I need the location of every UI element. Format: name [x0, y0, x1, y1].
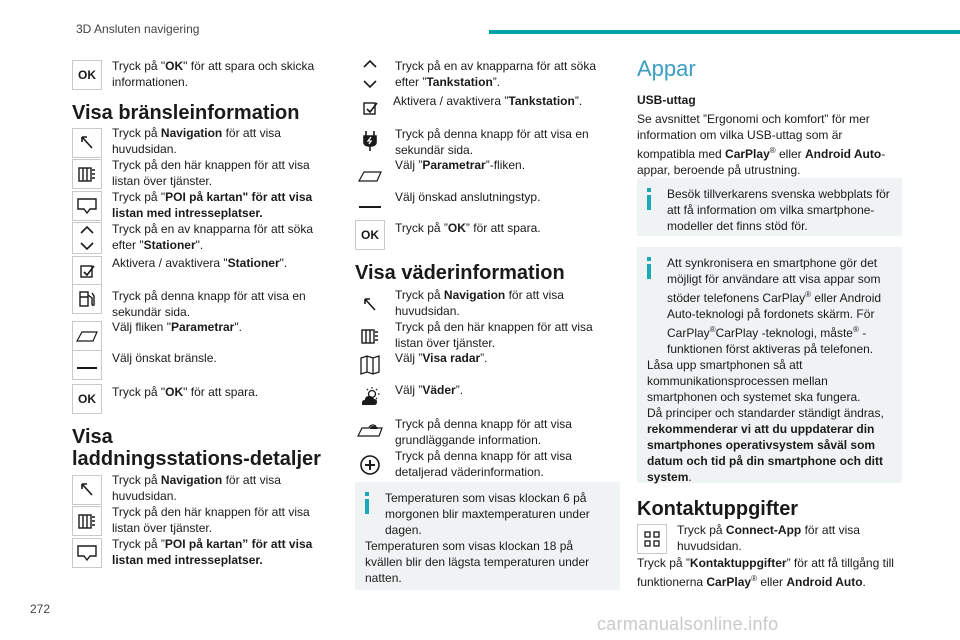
- navigation-arrow-icon: [355, 290, 385, 320]
- step-text: Tryck på denna knapp för att visa en sekundär sida.: [395, 127, 589, 157]
- ok-button-icon: OK: [355, 220, 385, 250]
- section-heading-charging-line1: Visa: [72, 426, 113, 448]
- step-text: Välj ”Parametrar”-fliken.: [395, 158, 526, 172]
- info-text-1: Temperaturen som visas klockan 6 på morgonen blir maxtemperaturen under dagen.: [385, 491, 590, 537]
- step-text: Tryck på ”OK” för att spara.: [395, 221, 541, 235]
- weather-tab-icon: [355, 416, 385, 446]
- up-down-arrows-icon: [355, 58, 385, 90]
- info-icon: [647, 257, 651, 279]
- section-heading-contact: Kontaktuppgifter: [637, 498, 799, 520]
- navigation-arrow-icon: [72, 475, 102, 505]
- usb-paragraph: Se avsnittet ”Ergonomi och komfort” för mer information om vilka USB-uttag som är kompatibla med CarPlay® eller Android Auto-appar, beroende på utrustning.: [637, 112, 886, 177]
- ok-button-icon: OK: [72, 384, 102, 414]
- fuel-pump-icon: [72, 284, 102, 314]
- checkbox-check-icon: [72, 256, 102, 286]
- section-heading-apps: Appar: [637, 56, 696, 81]
- step-text: Tryck på "OK" för att spara och skicka informationen.: [112, 59, 315, 89]
- step-text: Tryck på den här knappen för att visa listan över tjänster.: [112, 505, 310, 535]
- step-text: Välj önskad anslutningstyp.: [395, 190, 541, 204]
- step-text: Tryck på en av knapparna för att söka efter "Stationer".: [112, 222, 313, 252]
- ok-button-icon: OK: [72, 60, 102, 90]
- poi-map-icon: [72, 538, 102, 568]
- info-text-1: Att synkronisera en smartphone gör det möjligt för användare att visa appar som stöder telefonens CarPlay® eller Android Auto-teknologi på fordonets skärm. För CarPlay®CarPlay -teknologi, måste® -funktionen först aktiveras på telefonen.: [667, 256, 882, 356]
- connect-app-grid-icon: [637, 524, 667, 554]
- charging-plug-icon: [355, 126, 385, 156]
- step-text: Tryck på "OK" för att spara.: [112, 385, 259, 399]
- step-text: Tryck på Navigation för att visa huvudsidan.: [395, 288, 564, 318]
- watermark: carmanualsonline.info: [597, 614, 779, 634]
- step-text: Tryck på ”POI på kartan” för att visa listan med intresseplatser.: [112, 537, 313, 567]
- map-radar-icon: [355, 350, 385, 380]
- section-heading-fuel: Visa bränsleinformation: [72, 102, 300, 124]
- header-title: 3D Ansluten navigering: [76, 22, 200, 36]
- info-text-2: Temperaturen som visas klockan 18 på kvällen blir den lägsta temperaturen under natten.: [365, 539, 590, 585]
- info-text-3: Då principer och standarder ständigt ändras, rekommenderar vi att du uppdaterar din smartphones operativsystem såväl som datum och tid på din smartphone och ditt system.: [647, 406, 884, 484]
- step-text: Välj fliken "Parametrar".: [112, 320, 242, 334]
- info-icon: [647, 188, 651, 210]
- step-text: Tryck på den här knappen för att visa listan över tjänster.: [112, 158, 310, 188]
- step-text: Tryck på en av knapparna för att söka efter ”Tankstation”.: [395, 59, 596, 89]
- step-text: Aktivera / avaktivera ”Tankstation”.: [393, 94, 583, 108]
- step-text: Tryck på denna knapp för att visa detaljerad väderinformation.: [395, 449, 572, 479]
- navigation-arrow-icon: [72, 128, 102, 158]
- info-text-2: Låsa upp smartphonen så att kommunikationsprocessen mellan smartphonen och systemet ska fungera.: [647, 358, 861, 404]
- step-text: Välj önskat bränsle.: [112, 351, 217, 365]
- page-number: 272: [30, 602, 51, 616]
- poi-map-icon: [72, 191, 102, 221]
- services-icon: [72, 506, 102, 536]
- usb-heading: USB-uttag: [637, 93, 696, 107]
- step-text: Tryck på Navigation för att visa huvudsidan.: [112, 473, 281, 503]
- parameters-tab-icon: [355, 161, 385, 191]
- info-box-sync: [637, 247, 902, 483]
- weather-sun-cloud-icon: [355, 382, 385, 412]
- fuel-option-icon: [72, 350, 102, 380]
- info-icon: [365, 492, 369, 514]
- info-box-website: [637, 178, 902, 236]
- section-heading-charging-line2: laddningsstations-detaljer: [72, 448, 321, 470]
- up-down-arrows-icon: [72, 222, 102, 254]
- info-box-temperature: [355, 482, 620, 590]
- connection-option-icon: [355, 189, 385, 219]
- step-text: Välj ”Väder”.: [395, 383, 464, 397]
- section-heading-weather: Visa väderinformation: [355, 262, 565, 284]
- step-text: Tryck på "POI på kartan" för att visa listan med intresseplatser.: [112, 190, 313, 220]
- contact-paragraph: Tryck på ”Kontaktuppgifter” för att få tillgång till funktionerna CarPlay® eller Android Auto.: [637, 556, 894, 589]
- step-text: Tryck på Connect-App för att visa huvudsidan.: [677, 523, 860, 553]
- services-icon: [355, 321, 385, 351]
- step-text: Tryck på denna knapp för att visa grundläggande information.: [395, 417, 572, 447]
- step-text: Aktivera / avaktivera "Stationer".: [112, 256, 288, 270]
- checkbox-check-icon: [355, 93, 385, 123]
- services-icon: [72, 159, 102, 189]
- info-text: Besök tillverkarens svenska webbplats för att få information om vilka smartphone-modeller det finns stöd för.: [667, 187, 890, 233]
- step-text: Tryck på den här knappen för att visa listan över tjänster.: [395, 320, 593, 350]
- plus-circle-icon: [355, 450, 385, 480]
- step-text: Välj ”Visa radar”.: [395, 351, 488, 365]
- header-accent-bar: [489, 30, 960, 34]
- parameters-tab-icon: [72, 321, 102, 351]
- step-text: Tryck på denna knapp för att visa en sekundär sida.: [112, 289, 306, 319]
- step-text: Tryck på Navigation för att visa huvudsidan.: [112, 126, 281, 156]
